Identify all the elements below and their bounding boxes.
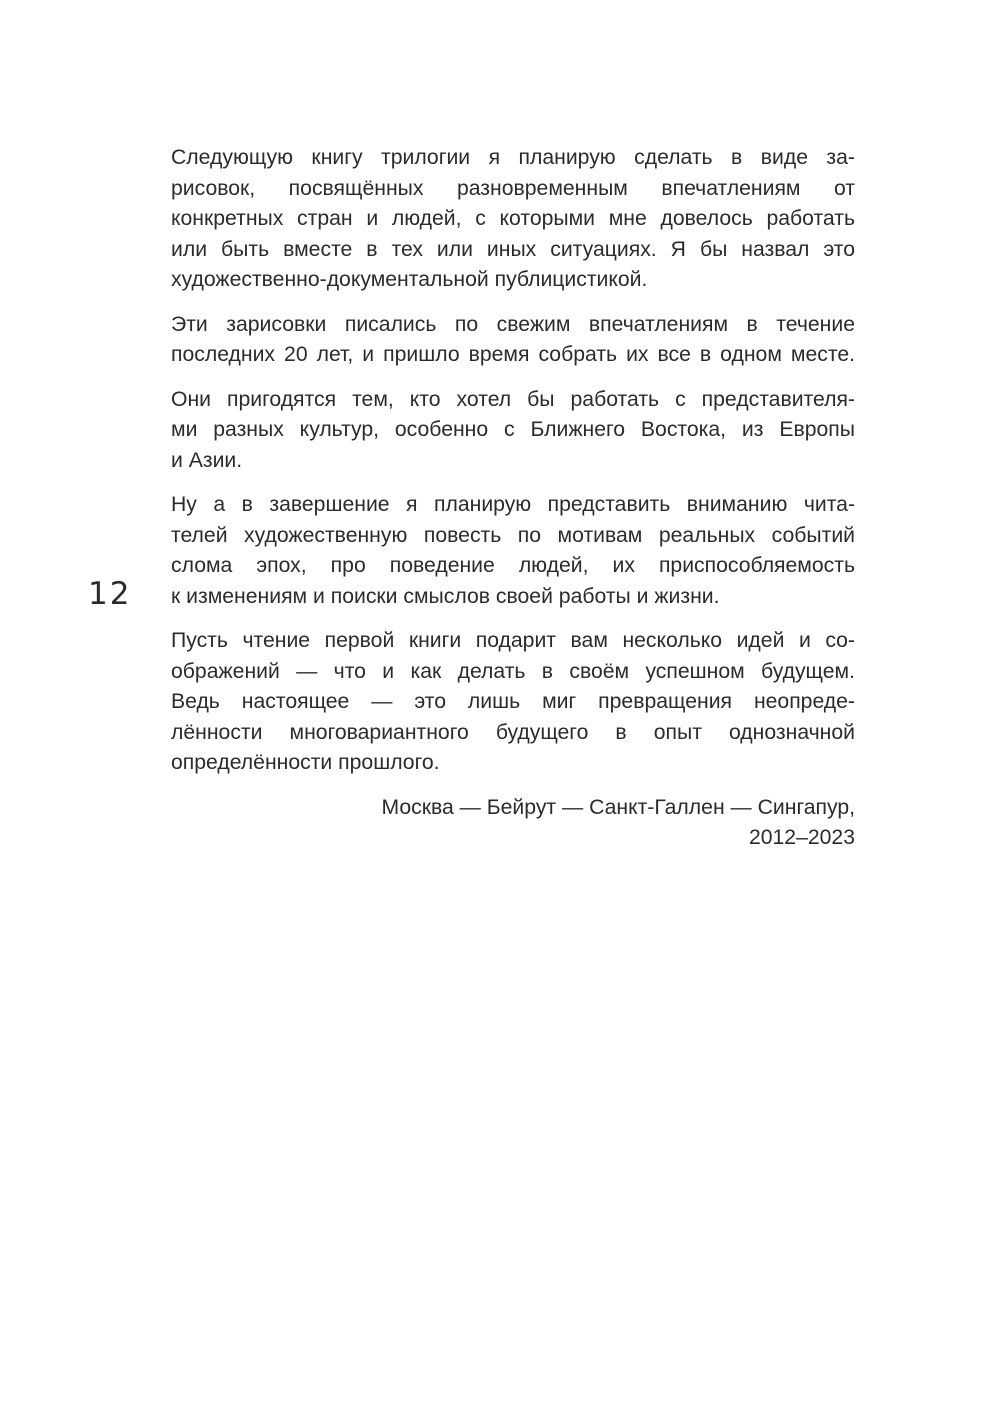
text-line: ображений — что и как делать в своём успешном будущем. — [171, 659, 855, 683]
paragraph-3 — [171, 385, 855, 477]
text-line: конкретных стран и людей, с которыми мне довелось работать — [171, 207, 855, 230]
text-line: последних 20 лет, и пришло время собрать их все в одном месте. — [171, 343, 855, 366]
body-text — [171, 143, 855, 854]
text-line: определённости прошлого. — [171, 751, 440, 774]
text-line: телей художественную повесть по мотивам реальных событий — [171, 523, 855, 547]
text-line: Они пригодятся тем, кто хотел бы работать с представителя- — [171, 387, 855, 411]
signature — [171, 793, 855, 854]
text-line: рисовок, посвящённых разновременным впечатлениям от — [171, 176, 855, 200]
signature-places: Москва — Бейрут — Санкт-Галлен — Сингапур, — [381, 795, 855, 819]
page-number: 12 — [88, 576, 132, 612]
paragraph-2 — [171, 310, 855, 371]
text-line: Ну а в завершение я планирую представить вниманию чита- — [171, 493, 855, 516]
text-line: ми разных культур, особенно с Ближнего Востока, из Европы — [171, 418, 855, 441]
paragraph-4 — [171, 490, 855, 612]
text-line: Ведь настоящее — это лишь миг превращения неопреде- — [171, 690, 855, 713]
text-line: или быть вместе в тех или иных ситуациях. Я бы назвал это — [171, 237, 855, 261]
text-line: Пусть чтение первой книги подарит вам несколько идей и со- — [171, 629, 855, 652]
text-line: Эти зарисовки писались по свежим впечатлениям в течение — [171, 312, 855, 336]
text-line: и Азии. — [171, 448, 243, 472]
text-line: лённости многовариантного будущего в опыт однозначной — [171, 720, 855, 744]
signature-years: 2012–2023 — [748, 826, 855, 849]
paragraph-1 — [171, 143, 855, 296]
text-line: Следующую книгу трилогии я планирую сделать в виде за- — [171, 146, 855, 169]
text-line: слома эпох, про поведение людей, их приспособляемость — [171, 554, 855, 577]
text-line: к изменениям и поиски смыслов своей работы и жизни. — [171, 584, 720, 608]
text-line: художественно-документальной публицистикой. — [171, 268, 648, 291]
paragraph-5 — [171, 626, 855, 779]
